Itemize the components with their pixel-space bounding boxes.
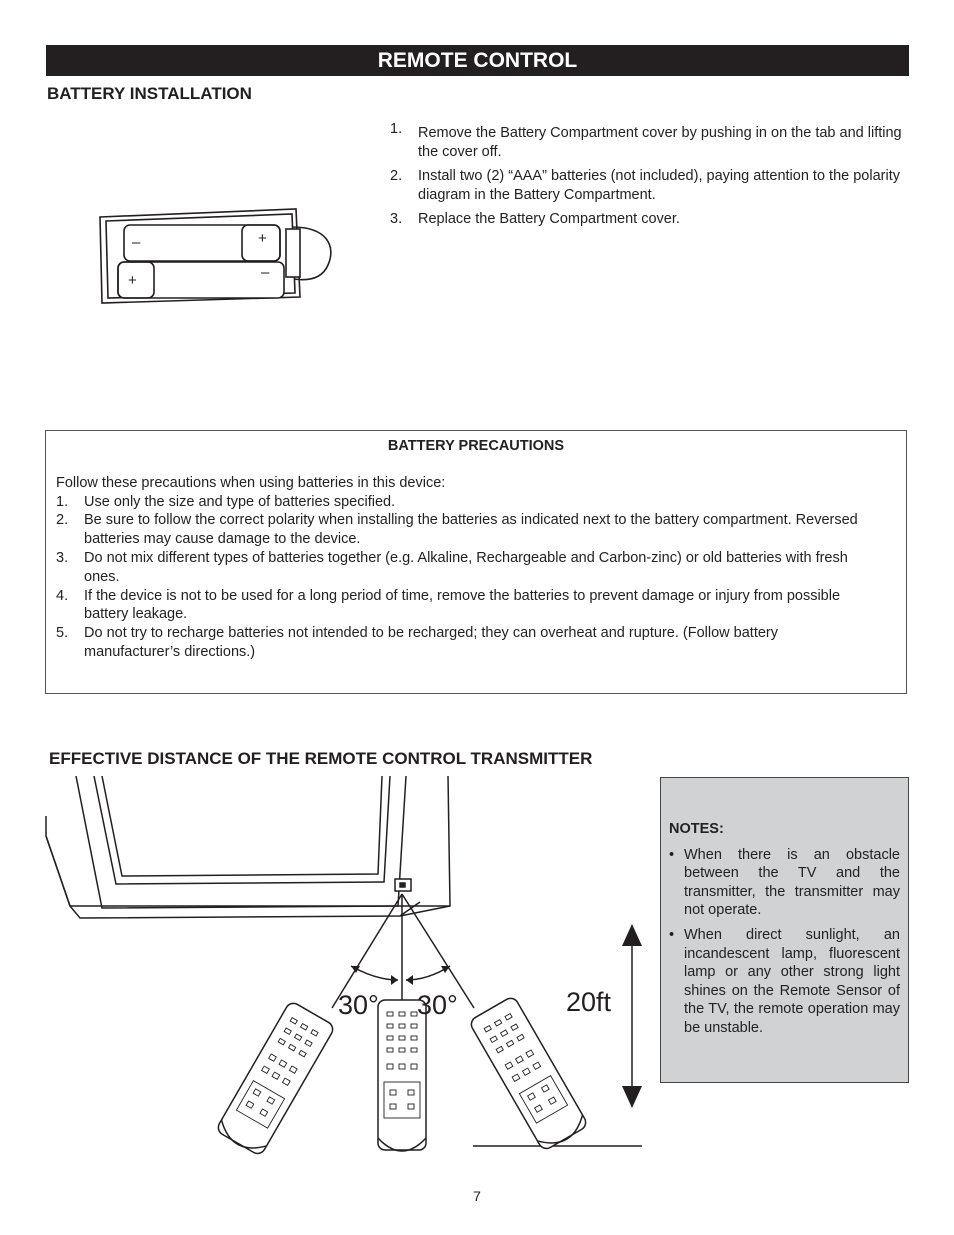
- step-number: 3.: [390, 211, 403, 227]
- note-item: [669, 926, 900, 1038]
- precaution-item: [56, 493, 876, 512]
- precaution-item: [56, 624, 876, 662]
- note-item: [669, 846, 900, 920]
- section-title: REMOTE CONTROL: [377, 49, 578, 72]
- note-text: When there is an obstacle between the TV and the transmitter, the transmitter may not operate.: [684, 846, 900, 919]
- precaution-text: If the device is not to be used for a long period of time, remove the batteries to prevent damage or injury from possible battery leakage.: [84, 587, 841, 623]
- precaution-text: Use only the size and type of batteries specified.: [84, 493, 396, 510]
- step-item: [390, 210, 908, 229]
- angle-left-label: 30°: [338, 990, 379, 1020]
- battery-minus-label-bottom: –: [261, 264, 270, 281]
- precaution-number: 3.: [56, 549, 69, 566]
- precaution-number: 5.: [56, 625, 69, 642]
- battery-precautions-box: [45, 430, 907, 694]
- step-number: 2.: [390, 168, 403, 184]
- notes-title: NOTES:: [669, 821, 724, 837]
- precaution-text: Do not try to recharge batteries not intended to be recharged; they can overheat and rupture. (Follow battery manufacturer’s directions.): [84, 625, 778, 660]
- battery-installation-heading: BATTERY INSTALLATION: [47, 84, 252, 103]
- page-number: 7: [473, 1188, 481, 1204]
- battery-compartment-illustration: [96, 207, 336, 309]
- angle-right-label: 30°: [417, 990, 458, 1020]
- precaution-item: [56, 549, 876, 587]
- distance-label: 20ft: [566, 987, 612, 1017]
- notes-box: [660, 777, 909, 1083]
- precaution-item: [56, 587, 876, 625]
- battery-plus-label-top: +: [258, 230, 267, 247]
- step-text: Replace the Battery Compartment cover.: [418, 211, 680, 227]
- precaution-number: 2.: [56, 512, 69, 529]
- step-item: [390, 167, 908, 204]
- installation-steps: [390, 121, 908, 235]
- step-item: [390, 121, 908, 161]
- precaution-number: 1.: [56, 493, 69, 510]
- precaution-number: 4.: [56, 587, 69, 604]
- step-text: Install two (2) “AAA” batteries (not included), paying attention to the polarity diagram in the Battery Compartment.: [418, 168, 900, 203]
- remote-range-diagram: [40, 776, 655, 1171]
- precaution-item: [56, 511, 876, 549]
- step-text: Remove the Battery Compartment cover by pushing in on the tab and lifting the cover off.: [418, 125, 902, 160]
- bullet-icon: •: [669, 846, 675, 863]
- precaution-text: Do not mix different types of batteries together (e.g. Alkaline, Rechargeable and Carbon-zinc) or old batteries with fresh ones.: [84, 549, 848, 585]
- notes-list: [669, 846, 900, 1038]
- precautions-title: BATTERY PRECAUTIONS: [387, 438, 565, 454]
- note-text: When direct sunlight, an incandescent lamp, fluorescent lamp or any other strong light shines on the Remote Sensor of the TV, the remote operation may be unstable.: [684, 926, 900, 1036]
- section-banner: [46, 45, 909, 76]
- battery-plus-label-bottom: +: [128, 272, 137, 289]
- precautions-intro: Follow these precautions when using batteries in this device:: [56, 474, 446, 491]
- effective-distance-heading: EFFECTIVE DISTANCE OF THE REMOTE CONTROL TRANSMITTER: [49, 749, 593, 768]
- step-number: 1.: [390, 121, 403, 137]
- precaution-text: Be sure to follow the correct polarity when installing the batteries as indicated next to the battery compartment. Reversed batteries may cause damage to the device.: [84, 512, 858, 548]
- bullet-icon: •: [669, 926, 675, 943]
- precautions-list: [46, 493, 906, 662]
- battery-minus-label-top: –: [132, 234, 141, 251]
